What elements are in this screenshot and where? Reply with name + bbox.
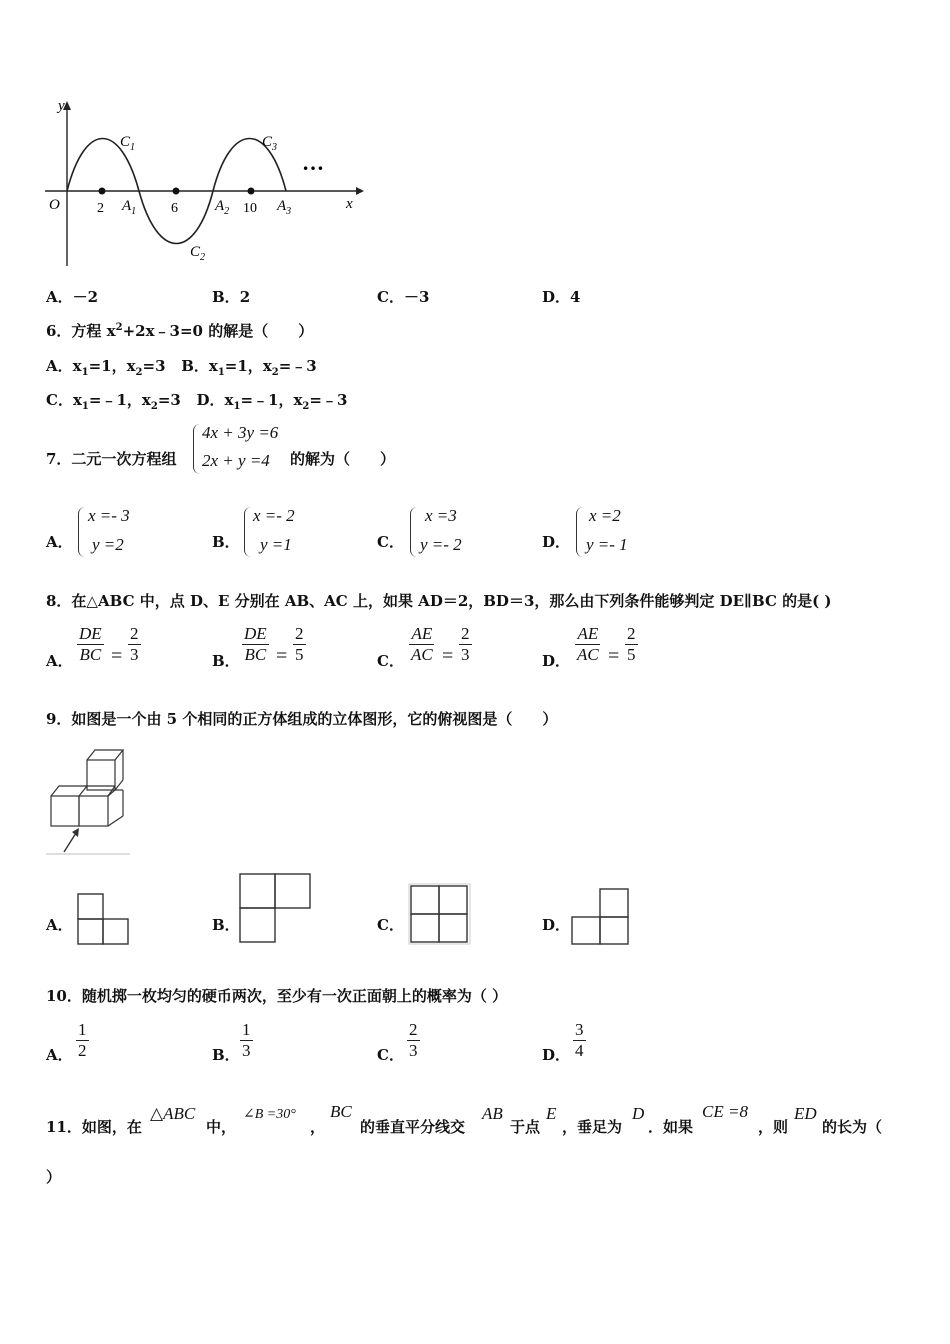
curve-label-c3: $C_3$	[262, 134, 278, 153]
q8-option-a-equals: =	[111, 645, 123, 667]
q11-t2: 中，	[206, 1118, 237, 1136]
q11-m4: AB	[482, 1104, 503, 1123]
q11-m2: ∠B =30°	[243, 1107, 296, 1122]
sine-wave-graph	[40, 96, 370, 271]
q7-prefix: 7．二元一次方程组	[46, 450, 177, 468]
q8-option-a-frac2: $\frac{2}{3}$	[130, 624, 139, 664]
q7-option-b-line1: x =- 2	[253, 506, 295, 525]
y-axis-label: y	[58, 98, 65, 114]
q7-option-d-line2: y =- 1	[586, 535, 628, 554]
q10-option-d-frac: $\frac{3}{4}$	[575, 1020, 584, 1060]
q11-tail: ）	[46, 1168, 62, 1186]
point-10	[248, 188, 255, 195]
q10-option-a-frac: $\frac{1}{2}$	[78, 1020, 87, 1060]
q8-option-d-frac1: $\frac{AE}{AC}$	[577, 624, 599, 664]
q9-option-c-figure	[408, 883, 472, 945]
q9-option-a-figure	[76, 893, 132, 948]
point-label-a2: $A_2$	[215, 198, 230, 217]
q9-option-b-figure	[238, 872, 314, 945]
q8-option-c-label: C．	[377, 652, 404, 670]
q10-option-b-label: B．	[212, 1046, 240, 1064]
option-text: 4	[570, 288, 581, 306]
q8-option-b-label: B．	[212, 652, 240, 670]
q7-option-a-line2: y =2	[92, 535, 124, 554]
point-2	[99, 188, 106, 195]
q7-option-b-brace	[244, 507, 251, 557]
q10-option-b-frac: $\frac{1}{3}$	[242, 1020, 251, 1060]
q10-stem: 10．随机掷一枚均匀的硬币两次，至少有一次正面朝上的概率为（ ）	[46, 987, 508, 1005]
option-label: D．	[542, 288, 571, 306]
q5-option-b	[212, 286, 250, 307]
q5-option-d	[542, 286, 580, 307]
q8-option-d-equals: =	[608, 645, 620, 667]
q11-t1: 11．如图，在	[46, 1118, 142, 1136]
option-label: B．	[212, 288, 240, 306]
q11-t6: ，垂足为	[562, 1118, 623, 1136]
q8-option-a-label: A．	[46, 652, 73, 670]
q7-option-d-label: D．	[542, 533, 571, 551]
curve-label-c2: $C_2$	[190, 244, 206, 263]
q7-option-d-brace	[576, 507, 583, 557]
q8-option-c-equals: =	[442, 645, 454, 667]
q7-option-a-line1: x =- 3	[88, 506, 130, 525]
q6-options-line1: A．$x_1=1$，$x_2=3$ B．$x_1=1$，$x_2=﹣3$	[46, 357, 317, 378]
option-text: －3	[403, 288, 430, 306]
point-label-a3: $A_3$	[277, 198, 292, 217]
q11-t5: 于点	[510, 1118, 541, 1136]
q11-t3: ，	[310, 1118, 326, 1136]
x-axis-label: x	[346, 196, 353, 212]
q8-stem: 8．在△ABC 中，点 D、E 分别在 AB、AC 上，如果 AD＝2，BD＝3，那么由下列条件能够判定 DE∥BC 的是( )	[46, 592, 832, 610]
q7-option-b-label: B．	[212, 533, 240, 551]
tick-label-10: 10	[243, 201, 257, 216]
q7-option-c-line2: y =- 2	[420, 535, 462, 554]
q11-m1: △ABC	[150, 1104, 196, 1123]
q7-option-d-line1: x =2	[589, 506, 621, 525]
q10-option-c-label: C．	[377, 1046, 404, 1064]
ellipsis: …	[302, 150, 324, 175]
q8-option-b-frac1: $\frac{DE}{BC}$	[244, 624, 267, 664]
q8-option-b-frac2: $\frac{2}{5}$	[295, 624, 304, 664]
tick-label-2: 2	[97, 201, 104, 216]
q9-option-d-label: D．	[542, 916, 571, 934]
q11-t4: 的垂直平分线交	[360, 1118, 466, 1136]
q11-m3: BC	[330, 1102, 352, 1121]
q10-option-a-label: A．	[46, 1046, 73, 1064]
origin-label: O	[49, 197, 60, 213]
q11-m5: E	[546, 1104, 557, 1123]
q6-options-line2: C．$x_1=﹣1$，$x_2=3$ D．$x_1=﹣1$，$x_2=﹣3$	[46, 391, 348, 412]
q9-option-b-label: B．	[212, 916, 240, 934]
q9-stem: 9．如图是一个由 5 个相同的正方体组成的立体图形，它的俯视图是（ ）	[46, 710, 558, 728]
tick-label-6: 6	[171, 201, 178, 216]
q7-brace	[193, 424, 200, 474]
q9-option-c-label: C．	[377, 916, 404, 934]
x-axis-arrow	[356, 187, 364, 195]
q11-m8: ED	[794, 1104, 817, 1123]
q7-eq1: 4x + 3y =6	[202, 423, 279, 442]
q7-eq2: 2x + y =4	[202, 451, 270, 470]
q5-option-a	[46, 286, 98, 307]
q11-t7: ．如果	[648, 1118, 694, 1136]
q6-stem: 6．方程 $x^2+2x﹣3=0$ 的解是（ ）	[46, 322, 314, 340]
q7-suffix: 的解为（ ）	[290, 450, 396, 468]
q7-option-b-line2: y =1	[260, 535, 292, 554]
curve-label-c1: $C_1$	[120, 134, 136, 153]
cube-solid-figure	[44, 744, 134, 859]
q7-option-c-label: C．	[377, 533, 404, 551]
q8-option-b-equals: =	[276, 645, 288, 667]
q7-option-a-label: A．	[46, 533, 73, 551]
q5-option-c	[377, 286, 429, 307]
q10-option-c-frac: $\frac{2}{3}$	[409, 1020, 418, 1060]
q8-option-c-frac1: $\frac{AE}{AC}$	[411, 624, 433, 664]
option-label: A．	[46, 288, 73, 306]
q10-option-d-label: D．	[542, 1046, 571, 1064]
q7-option-a-brace	[78, 507, 85, 557]
q8-option-a-frac1: $\frac{DE}{BC}$	[79, 624, 102, 664]
q11-m7: CE =8	[702, 1102, 748, 1121]
point-6	[173, 188, 180, 195]
q8-option-d-label: D．	[542, 652, 571, 670]
q9-option-d-figure	[570, 887, 632, 947]
q11-t9: 的长为（	[822, 1118, 883, 1136]
option-text: －2	[72, 288, 99, 306]
q8-option-d-frac2: $\frac{2}{5}$	[627, 624, 636, 664]
point-label-a1: $A_1$	[122, 198, 137, 217]
option-text: 2	[239, 288, 251, 306]
q7-option-c-line1: x =3	[425, 506, 457, 525]
q8-option-c-frac2: $\frac{2}{3}$	[461, 624, 470, 664]
q7-option-c-brace	[410, 507, 417, 557]
q9-option-a-label: A．	[46, 916, 73, 934]
q11-m6: D	[632, 1104, 645, 1123]
option-label: C．	[377, 288, 404, 306]
q11-t8: ，则	[758, 1118, 789, 1136]
